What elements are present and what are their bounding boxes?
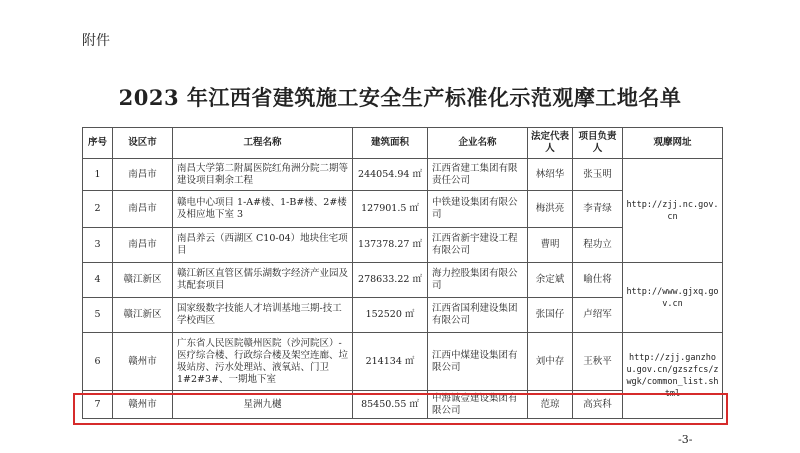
- attachment-label: 附件: [82, 33, 110, 49]
- header-no: 序号: [83, 128, 113, 159]
- cell-city: 赣州市: [113, 391, 173, 419]
- cell-manager: 卢绍军: [573, 298, 623, 333]
- cell-project: 赣江新区直管区儒乐湖数字经济产业园及其配套项目: [173, 263, 353, 298]
- cell-legal-rep: 梅洪亮: [528, 191, 573, 228]
- cell-area: 278633.22 ㎡: [353, 263, 428, 298]
- table-row: [83, 263, 723, 298]
- cell-no: 2: [83, 191, 113, 228]
- cell-legal-rep: 曹明: [528, 228, 573, 263]
- cell-no: 4: [83, 263, 113, 298]
- header-manager: 项目负责人: [573, 128, 623, 159]
- cell-area: 137378.27 ㎡: [353, 228, 428, 263]
- header-area: 建筑面积: [353, 128, 428, 159]
- cell-area: 244054.94 ㎡: [353, 159, 428, 191]
- cell-project: 星洲九樾: [173, 391, 353, 419]
- table-row: [83, 333, 723, 391]
- header-company: 企业名称: [428, 128, 528, 159]
- cell-project: 南昌养云（西湖区 C10-04）地块住宅项目: [173, 228, 353, 263]
- cell-city: 南昌市: [113, 191, 173, 228]
- cell-project: 南昌大学第二附属医院红角洲分院二期等建设项目剩余工程: [173, 159, 353, 191]
- table-row: [83, 159, 723, 191]
- cell-company: 海力控股集团有限公司: [428, 263, 528, 298]
- cell-manager: 张玉明: [573, 159, 623, 191]
- cell-city: 赣江新区: [113, 298, 173, 333]
- cell-area: 152520 ㎡: [353, 298, 428, 333]
- cell-company: 江西省国利建设集团有限公司: [428, 298, 528, 333]
- cell-no: 7: [83, 391, 113, 419]
- cell-city: 南昌市: [113, 228, 173, 263]
- table-header-row: [83, 128, 723, 159]
- cell-legal-rep: 林绍华: [528, 159, 573, 191]
- cell-legal-rep: 余定斌: [528, 263, 573, 298]
- cell-area: 127901.5 ㎡: [353, 191, 428, 228]
- cell-project: 赣电中心项目 1-A#楼、1-B#楼、2#楼及相应地下室 3: [173, 191, 353, 228]
- cell-city: 赣州市: [113, 333, 173, 391]
- cell-no: 3: [83, 228, 113, 263]
- cell-project: 国家级数字技能人才培训基地三期-技工学校西区: [173, 298, 353, 333]
- cell-project: 广东省人民医院赣州医院（沙河院区）-医疗综合楼、行政综合楼及架空连廊、垃圾站房、污水处理站、液氧站、门卫 1#2#3#、一期地下室: [173, 333, 353, 391]
- cell-area: 214134 ㎡: [353, 333, 428, 391]
- cell-city: 赣江新区: [113, 263, 173, 298]
- cell-company: 江西省新宇建设工程有限公司: [428, 228, 528, 263]
- cell-company: 江西中煤建设集团有限公司: [428, 333, 528, 391]
- url-ganzhou[interactable]: http://zjj.ganzhou.gov.cn/gzszfcs/zwgk/common_list.shtml: [623, 333, 723, 419]
- cell-no: 5: [83, 298, 113, 333]
- cell-manager: 程功立: [573, 228, 623, 263]
- cell-company: 中海诚壹建设集团有限公司: [428, 391, 528, 419]
- cell-manager: 李青绿: [573, 191, 623, 228]
- header-city: 设区市: [113, 128, 173, 159]
- document-title: 2023 年江西省建筑施工安全生产标准化示范观摩工地名单: [118, 85, 682, 110]
- url-ganjiang[interactable]: http://www.gjxq.gov.cn: [623, 263, 723, 333]
- header-project: 工程名称: [173, 128, 353, 159]
- cell-no: 1: [83, 159, 113, 191]
- project-table: [82, 127, 723, 419]
- cell-manager: 高宾科: [573, 391, 623, 419]
- cell-company: 江西省建工集团有限责任公司: [428, 159, 528, 191]
- cell-legal-rep: 刘中存: [528, 333, 573, 391]
- cell-manager: 喻仕将: [573, 263, 623, 298]
- header-url: 观摩网址: [623, 128, 723, 159]
- cell-legal-rep: 范琼: [528, 391, 573, 419]
- cell-area: 85450.55 ㎡: [353, 391, 428, 419]
- page-number: -3-: [678, 433, 693, 446]
- cell-legal-rep: 张国仔: [528, 298, 573, 333]
- cell-manager: 王秋平: [573, 333, 623, 391]
- url-nanchang[interactable]: http://zjj.nc.gov.cn: [623, 159, 723, 263]
- header-legal-rep: 法定代表人: [528, 128, 573, 159]
- cell-city: 南昌市: [113, 159, 173, 191]
- cell-no: 6: [83, 333, 113, 391]
- cell-company: 中铁建设集团有限公司: [428, 191, 528, 228]
